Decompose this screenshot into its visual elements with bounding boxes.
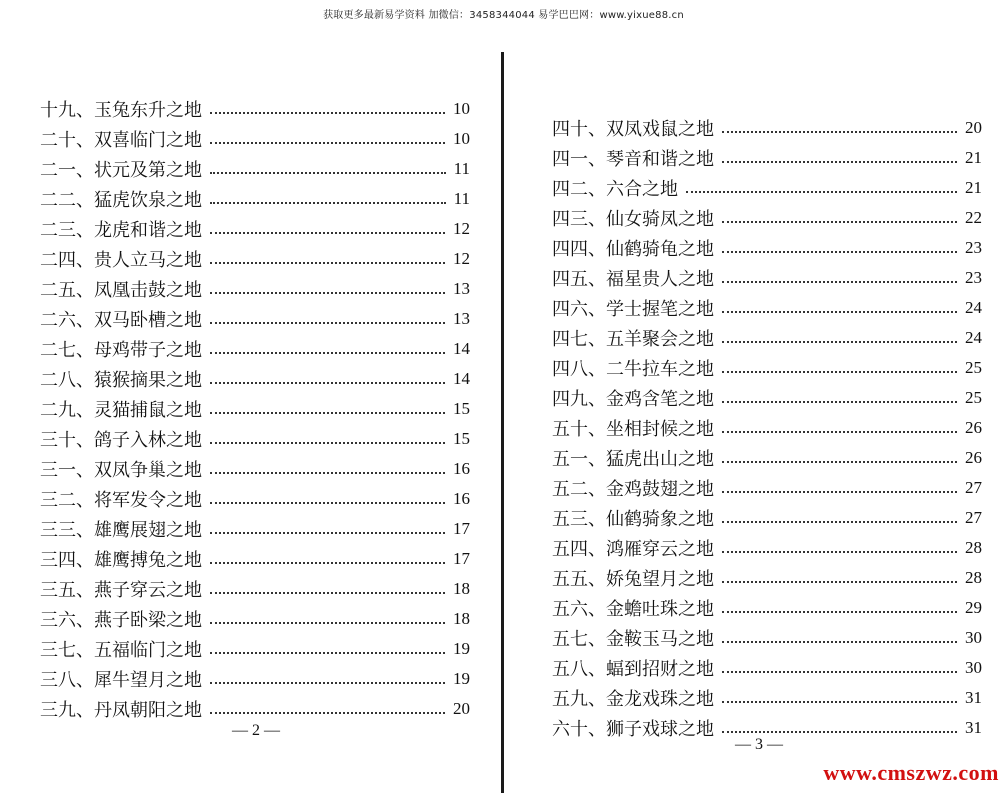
toc-dot-leader	[210, 710, 445, 714]
toc-entry-page: 14	[453, 369, 470, 388]
toc-entry	[552, 143, 982, 173]
toc-entry-title: 五二、金鸡鼓翅之地	[552, 479, 714, 500]
toc-entry	[40, 124, 470, 154]
toc-entry-page: 10	[453, 99, 470, 118]
toc-entry-page: 20	[453, 699, 470, 718]
toc-entry-title: 三九、丹凤朝阳之地	[40, 700, 202, 721]
toc-entry-page: 13	[453, 309, 470, 328]
toc-entry-title: 三五、燕子穿云之地	[40, 580, 202, 601]
toc-entry	[552, 233, 982, 263]
toc-dot-leader	[722, 609, 957, 613]
toc-entry-title: 三三、雄鹰展翅之地	[40, 520, 202, 541]
toc-dot-leader	[722, 249, 957, 253]
toc-entry-title: 六十、狮子戏球之地	[552, 719, 714, 740]
toc-entry	[40, 244, 470, 274]
toc-entry-page: 18	[453, 579, 470, 598]
toc-dot-leader	[210, 620, 445, 624]
toc-entry-title: 二十、双喜临门之地	[40, 130, 202, 151]
toc-dot-leader	[210, 350, 445, 354]
toc-entry	[552, 593, 982, 623]
toc-entry-title: 四一、琴音和谐之地	[552, 149, 714, 170]
toc-entry-title: 二七、母鸡带子之地	[40, 340, 202, 361]
page-number-left: — 2 —	[232, 722, 280, 739]
toc-list-left	[40, 94, 470, 724]
toc-entry	[552, 533, 982, 563]
toc-entry	[552, 413, 982, 443]
toc-dot-leader	[210, 530, 445, 534]
toc-entry	[552, 173, 982, 203]
toc-entry-title: 五六、金蟾吐珠之地	[552, 599, 714, 620]
toc-entry	[40, 544, 470, 574]
toc-entry-page: 11	[453, 189, 470, 208]
toc-entry-title: 四五、福星贵人之地	[552, 269, 714, 290]
toc-entry-page: 30	[965, 628, 982, 647]
toc-dot-leader	[722, 219, 957, 223]
toc-entry-title: 三四、雄鹰搏兔之地	[40, 550, 202, 571]
toc-entry	[40, 334, 470, 364]
toc-entry	[552, 503, 982, 533]
toc-entry-title: 三八、犀牛望月之地	[40, 670, 202, 691]
toc-entry	[40, 484, 470, 514]
toc-dot-leader	[210, 590, 445, 594]
toc-entry	[40, 514, 470, 544]
toc-dot-leader	[722, 309, 957, 313]
toc-entry-title: 五四、鸿雁穿云之地	[552, 539, 714, 560]
toc-entry	[40, 394, 470, 424]
toc-dot-leader	[210, 650, 445, 654]
toc-entry	[40, 274, 470, 304]
toc-entry-page: 24	[965, 298, 982, 317]
toc-entry-page: 10	[453, 129, 470, 148]
toc-dot-leader	[722, 519, 957, 523]
toc-entry-page: 15	[453, 429, 470, 448]
toc-dot-leader	[210, 200, 446, 204]
toc-entry	[40, 364, 470, 394]
left-page-toc	[40, 94, 470, 724]
toc-entry-page: 14	[453, 339, 470, 358]
toc-entry-page: 20	[965, 118, 982, 137]
toc-entry-title: 二二、猛虎饮泉之地	[40, 190, 202, 211]
toc-list-right	[552, 113, 982, 743]
toc-entry-title: 二四、贵人立马之地	[40, 250, 202, 271]
toc-dot-leader	[722, 129, 957, 133]
toc-entry	[552, 353, 982, 383]
toc-entry-title: 四十、双凤戏鼠之地	[552, 119, 714, 140]
toc-entry-page: 19	[453, 669, 470, 688]
toc-entry-title: 二九、灵猫捕鼠之地	[40, 400, 202, 421]
right-page-toc	[552, 113, 982, 743]
toc-entry	[40, 664, 470, 694]
toc-entry	[40, 424, 470, 454]
toc-entry	[40, 214, 470, 244]
toc-entry-page: 27	[965, 478, 982, 497]
toc-entry-title: 五一、猛虎出山之地	[552, 449, 714, 470]
toc-dot-leader	[210, 320, 445, 324]
toc-entry-title: 二一、状元及第之地	[40, 160, 202, 181]
toc-dot-leader	[210, 560, 445, 564]
toc-entry	[552, 203, 982, 233]
toc-entry-title: 四九、金鸡含笔之地	[552, 389, 714, 410]
toc-entry-page: 17	[453, 519, 470, 538]
toc-entry	[40, 454, 470, 484]
toc-entry-title: 二五、凤凰击鼓之地	[40, 280, 202, 301]
toc-dot-leader	[722, 579, 957, 583]
toc-entry	[552, 323, 982, 353]
toc-entry-page: 30	[965, 658, 982, 677]
toc-dot-leader	[722, 669, 957, 673]
toc-entry	[552, 563, 982, 593]
toc-entry-title: 四二、六合之地	[552, 179, 678, 200]
toc-entry-page: 31	[965, 718, 982, 737]
toc-dot-leader	[210, 110, 445, 114]
toc-entry	[40, 94, 470, 124]
toc-entry-page: 28	[965, 568, 982, 587]
toc-entry-page: 24	[965, 328, 982, 347]
toc-entry-title: 三一、双凤争巢之地	[40, 460, 202, 481]
toc-dot-leader	[210, 140, 445, 144]
toc-dot-leader	[210, 230, 445, 234]
toc-entry-title: 五九、金龙戏珠之地	[552, 689, 714, 710]
toc-dot-leader	[210, 680, 445, 684]
toc-entry	[552, 683, 982, 713]
toc-entry	[40, 184, 470, 214]
toc-dot-leader	[686, 189, 957, 193]
toc-entry-page: 25	[965, 388, 982, 407]
toc-dot-leader	[210, 410, 445, 414]
toc-entry-page: 15	[453, 399, 470, 418]
toc-entry-page: 12	[453, 219, 470, 238]
toc-entry-page: 23	[965, 268, 982, 287]
toc-entry-page: 21	[965, 178, 982, 197]
toc-entry-page: 11	[453, 159, 470, 178]
toc-entry-page: 28	[965, 538, 982, 557]
toc-entry-page: 29	[965, 598, 982, 617]
toc-entry-title: 三六、燕子卧梁之地	[40, 610, 202, 631]
toc-entry-page: 27	[965, 508, 982, 527]
toc-entry-page: 26	[965, 418, 982, 437]
toc-entry-page: 23	[965, 238, 982, 257]
toc-entry	[552, 473, 982, 503]
toc-entry	[40, 694, 470, 724]
toc-dot-leader	[722, 729, 957, 733]
toc-entry-title: 二八、猿猴摘果之地	[40, 370, 202, 391]
toc-dot-leader	[722, 459, 957, 463]
toc-entry-title: 三二、将军发令之地	[40, 490, 202, 511]
toc-entry-title: 五八、蝠到招财之地	[552, 659, 714, 680]
toc-entry	[40, 304, 470, 334]
book-spine-divider	[501, 52, 504, 793]
toc-dot-leader	[722, 369, 957, 373]
toc-entry-page: 12	[453, 249, 470, 268]
toc-entry-title: 四三、仙女骑凤之地	[552, 209, 714, 230]
toc-dot-leader	[722, 639, 957, 643]
toc-entry	[40, 604, 470, 634]
toc-dot-leader	[210, 380, 445, 384]
toc-entry	[552, 263, 982, 293]
toc-dot-leader	[722, 339, 957, 343]
toc-entry-page: 18	[453, 609, 470, 628]
toc-dot-leader	[722, 159, 957, 163]
toc-entry	[552, 113, 982, 143]
toc-entry-page: 19	[453, 639, 470, 658]
toc-entry-title: 三七、五福临门之地	[40, 640, 202, 661]
toc-entry-title: 二三、龙虎和谐之地	[40, 220, 202, 241]
toc-entry-page: 22	[965, 208, 982, 227]
toc-entry-title: 四八、二牛拉车之地	[552, 359, 714, 380]
toc-dot-leader	[210, 470, 445, 474]
toc-dot-leader	[210, 170, 446, 174]
toc-entry-page: 16	[453, 459, 470, 478]
toc-dot-leader	[722, 699, 957, 703]
toc-entry	[552, 383, 982, 413]
toc-entry-page: 25	[965, 358, 982, 377]
toc-entry-title: 五七、金鞍玉马之地	[552, 629, 714, 650]
toc-entry	[40, 574, 470, 604]
toc-entry	[552, 443, 982, 473]
toc-entry-title: 五三、仙鹤骑象之地	[552, 509, 714, 530]
toc-entry-page: 13	[453, 279, 470, 298]
toc-entry-title: 十九、玉兔东升之地	[40, 100, 202, 121]
toc-entry-title: 四六、学士握笔之地	[552, 299, 714, 320]
toc-dot-leader	[722, 399, 957, 403]
toc-entry	[552, 653, 982, 683]
watermark-url[interactable]: www.cmszwz.com	[823, 760, 999, 785]
toc-entry	[552, 623, 982, 653]
toc-dot-leader	[210, 260, 445, 264]
toc-dot-leader	[210, 290, 445, 294]
toc-entry	[40, 154, 470, 184]
toc-entry-page: 26	[965, 448, 982, 467]
toc-dot-leader	[722, 279, 957, 283]
toc-entry-title: 二六、双马卧槽之地	[40, 310, 202, 331]
toc-entry-title: 五十、坐相封候之地	[552, 419, 714, 440]
toc-dot-leader	[722, 549, 957, 553]
header-banner: 获取更多最新易学资料 加微信：3458344044 易学巴巴网：www.yixue88.cn	[323, 10, 684, 21]
toc-entry-page: 16	[453, 489, 470, 508]
toc-entry-page: 21	[965, 148, 982, 167]
toc-dot-leader	[210, 440, 445, 444]
toc-entry-title: 五五、娇兔望月之地	[552, 569, 714, 590]
toc-dot-leader	[210, 500, 445, 504]
toc-entry	[552, 293, 982, 323]
toc-dot-leader	[722, 489, 957, 493]
toc-dot-leader	[722, 429, 957, 433]
toc-entry	[40, 634, 470, 664]
toc-entry-title: 四四、仙鹤骑龟之地	[552, 239, 714, 260]
toc-entry-page: 17	[453, 549, 470, 568]
toc-entry-page: 31	[965, 688, 982, 707]
page-number-right: — 3 —	[735, 736, 783, 753]
toc-entry-title: 三十、鸽子入林之地	[40, 430, 202, 451]
toc-entry-title: 四七、五羊聚会之地	[552, 329, 714, 350]
